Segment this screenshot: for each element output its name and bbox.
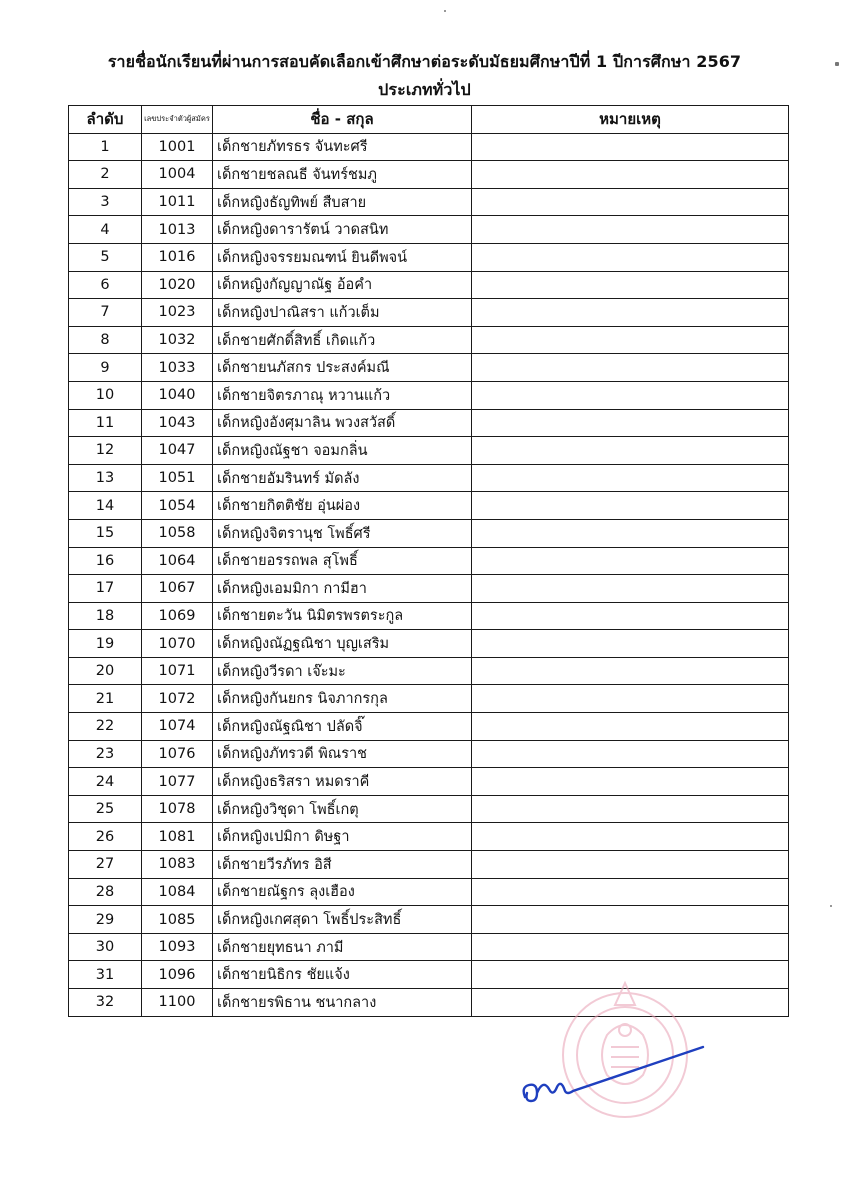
row-applicant-no: 1081: [142, 823, 213, 851]
table-header-row: [69, 106, 789, 134]
scan-speck: [444, 10, 446, 12]
row-applicant-no: 1085: [142, 906, 213, 934]
table-row: [69, 878, 789, 906]
row-remarks: [472, 851, 789, 879]
table-row: [69, 271, 789, 299]
row-student-name: เด็กหญิงวิชุดา โพธิ์เกตุ: [213, 795, 472, 823]
row-remarks: [472, 464, 789, 492]
row-order: 4: [69, 216, 142, 244]
table-row: [69, 823, 789, 851]
row-order: 5: [69, 243, 142, 271]
row-student-name: เด็กชายนิธิกร ชัยแจ้ง: [213, 961, 472, 989]
row-student-name: เด็กชายชลณธี จันทร์ชมภู: [213, 161, 472, 189]
row-order: 13: [69, 464, 142, 492]
row-remarks: [472, 243, 789, 271]
row-order: 25: [69, 795, 142, 823]
table-row: [69, 326, 789, 354]
table-row: [69, 547, 789, 575]
row-order: 3: [69, 188, 142, 216]
document-title: รายชื่อนักเรียนที่ผ่านการสอบคัดเลือกเข้าศึกษาต่อระดับมัธยมศึกษาปีที่ 1 ปีการศึกษา 2567: [107, 52, 742, 71]
row-order: 22: [69, 713, 142, 741]
row-student-name: เด็กชายณัฐกร ลุงเฮือง: [213, 878, 472, 906]
row-applicant-no: 1051: [142, 464, 213, 492]
row-remarks: [472, 630, 789, 658]
table-row: [69, 492, 789, 520]
document-subtitle: ประเภททั่วไป: [378, 80, 471, 99]
table-row: [69, 933, 789, 961]
row-applicant-no: 1032: [142, 326, 213, 354]
row-remarks: [472, 685, 789, 713]
row-remarks: [472, 547, 789, 575]
row-applicant-no: 1013: [142, 216, 213, 244]
row-remarks: [472, 188, 789, 216]
table-row: [69, 243, 789, 271]
row-order: 11: [69, 409, 142, 437]
row-order: 20: [69, 657, 142, 685]
table-row: [69, 685, 789, 713]
row-student-name: เด็กหญิงปาณิสรา แก้วเต็ม: [213, 299, 472, 327]
row-order: 1: [69, 133, 142, 161]
table-row: [69, 630, 789, 658]
row-remarks: [472, 878, 789, 906]
row-student-name: เด็กหญิงณัฐณิชา ปลัดจิ๊: [213, 713, 472, 741]
student-roster-table: [68, 105, 789, 1017]
row-applicant-no: 1001: [142, 133, 213, 161]
row-applicant-no: 1064: [142, 547, 213, 575]
row-applicant-no: 1043: [142, 409, 213, 437]
row-applicant-no: 1020: [142, 271, 213, 299]
scan-speck: [835, 62, 839, 66]
row-order: 23: [69, 740, 142, 768]
row-student-name: เด็กชายอัมรินทร์ มัดลัง: [213, 464, 472, 492]
row-remarks: [472, 437, 789, 465]
row-student-name: เด็กหญิงธัญทิพย์ สืบสาย: [213, 188, 472, 216]
table-body: [69, 133, 789, 1016]
row-student-name: เด็กชายอรรถพล สุโพธิ์: [213, 547, 472, 575]
table-row: [69, 768, 789, 796]
row-remarks: [472, 602, 789, 630]
row-applicant-no: 1072: [142, 685, 213, 713]
row-remarks: [472, 216, 789, 244]
row-student-name: เด็กชายจิตรภาณุ หวานแก้ว: [213, 381, 472, 409]
table-row: [69, 188, 789, 216]
table-row: [69, 381, 789, 409]
table-row: [69, 409, 789, 437]
row-remarks: [472, 933, 789, 961]
row-applicant-no: 1033: [142, 354, 213, 382]
row-order: 12: [69, 437, 142, 465]
row-order: 32: [69, 989, 142, 1017]
row-student-name: เด็กชายนภัสกร ประสงค์มณี: [213, 354, 472, 382]
table-row: [69, 713, 789, 741]
row-applicant-no: 1004: [142, 161, 213, 189]
row-applicant-no: 1016: [142, 243, 213, 271]
row-order: 29: [69, 906, 142, 934]
row-student-name: เด็กชายวีรภัทร อิสี: [213, 851, 472, 879]
table-row: [69, 161, 789, 189]
row-order: 6: [69, 271, 142, 299]
row-applicant-no: 1100: [142, 989, 213, 1017]
row-student-name: เด็กชายยุทธนา ภามี: [213, 933, 472, 961]
row-remarks: [472, 381, 789, 409]
header-applicant-no: เลขประจำตัวผู้สมัคร: [142, 106, 213, 134]
table-row: [69, 740, 789, 768]
row-order: 17: [69, 575, 142, 603]
table-row: [69, 657, 789, 685]
row-remarks: [472, 657, 789, 685]
row-student-name: เด็กชายภัทรธร จันทะศรี: [213, 133, 472, 161]
row-remarks: [472, 492, 789, 520]
row-student-name: เด็กชายรพิธาน ชนากลาง: [213, 989, 472, 1017]
row-student-name: เด็กหญิงวีรดา เจ๊ะมะ: [213, 657, 472, 685]
row-applicant-no: 1054: [142, 492, 213, 520]
row-student-name: เด็กหญิงภัทรวดี พิณราช: [213, 740, 472, 768]
row-order: 26: [69, 823, 142, 851]
row-student-name: เด็กหญิงจิตรานุช โพธิ์ศรี: [213, 519, 472, 547]
row-applicant-no: 1011: [142, 188, 213, 216]
table-row: [69, 575, 789, 603]
row-student-name: เด็กหญิงกันยกร นิจภากรกุล: [213, 685, 472, 713]
row-applicant-no: 1096: [142, 961, 213, 989]
row-applicant-no: 1076: [142, 740, 213, 768]
row-applicant-no: 1067: [142, 575, 213, 603]
row-applicant-no: 1077: [142, 768, 213, 796]
table-row: [69, 216, 789, 244]
row-applicant-no: 1084: [142, 878, 213, 906]
table-row: [69, 795, 789, 823]
row-order: 30: [69, 933, 142, 961]
table-row: [69, 354, 789, 382]
table-row: [69, 299, 789, 327]
row-applicant-no: 1078: [142, 795, 213, 823]
row-student-name: เด็กหญิงเปมิกา ดิษฐา: [213, 823, 472, 851]
row-order: 2: [69, 161, 142, 189]
row-order: 9: [69, 354, 142, 382]
row-remarks: [472, 271, 789, 299]
row-applicant-no: 1023: [142, 299, 213, 327]
row-remarks: [472, 740, 789, 768]
row-remarks: [472, 409, 789, 437]
table-row: [69, 437, 789, 465]
row-order: 24: [69, 768, 142, 796]
row-remarks: [472, 519, 789, 547]
row-applicant-no: 1040: [142, 381, 213, 409]
row-remarks: [472, 906, 789, 934]
row-order: 8: [69, 326, 142, 354]
row-remarks: [472, 133, 789, 161]
row-student-name: เด็กหญิงกัญญาณัฐ อ้อคำ: [213, 271, 472, 299]
row-remarks: [472, 795, 789, 823]
row-applicant-no: 1071: [142, 657, 213, 685]
row-remarks: [472, 161, 789, 189]
row-student-name: เด็กหญิงเอมมิกา กามีฮา: [213, 575, 472, 603]
header-name: ชื่อ - สกุล: [213, 106, 472, 134]
row-order: 21: [69, 685, 142, 713]
row-order: 14: [69, 492, 142, 520]
row-applicant-no: 1047: [142, 437, 213, 465]
row-order: 28: [69, 878, 142, 906]
table-row: [69, 133, 789, 161]
signature-icon: [515, 1035, 710, 1115]
row-order: 7: [69, 299, 142, 327]
row-applicant-no: 1074: [142, 713, 213, 741]
row-order: 15: [69, 519, 142, 547]
row-applicant-no: 1083: [142, 851, 213, 879]
row-remarks: [472, 575, 789, 603]
scan-speck: [830, 905, 832, 907]
row-remarks: [472, 299, 789, 327]
row-student-name: เด็กหญิงดารารัตน์ วาดสนิท: [213, 216, 472, 244]
row-applicant-no: 1070: [142, 630, 213, 658]
row-remarks: [472, 768, 789, 796]
row-applicant-no: 1069: [142, 602, 213, 630]
row-order: 27: [69, 851, 142, 879]
table-row: [69, 851, 789, 879]
row-student-name: เด็กหญิงอังศุมาลิน พวงสวัสดิ์: [213, 409, 472, 437]
table-row: [69, 602, 789, 630]
row-order: 10: [69, 381, 142, 409]
row-student-name: เด็กหญิงณัฐชา จอมกลิ่น: [213, 437, 472, 465]
header-order: ลำดับ: [69, 106, 142, 134]
row-remarks: [472, 326, 789, 354]
row-order: 18: [69, 602, 142, 630]
row-applicant-no: 1093: [142, 933, 213, 961]
row-student-name: เด็กหญิงธริสรา หมดราคี: [213, 768, 472, 796]
row-order: 19: [69, 630, 142, 658]
row-remarks: [472, 823, 789, 851]
row-student-name: เด็กหญิงเกศสุดา โพธิ์ประสิทธิ์: [213, 906, 472, 934]
header-remarks: หมายเหตุ: [472, 106, 789, 134]
row-student-name: เด็กชายศักดิ์สิทธิ์ เกิดแก้ว: [213, 326, 472, 354]
row-student-name: เด็กหญิงณัฏฐณิชา บุญเสริม: [213, 630, 472, 658]
row-student-name: เด็กชายตะวัน นิมิตรพรตระกูล: [213, 602, 472, 630]
row-remarks: [472, 713, 789, 741]
table-row: [69, 906, 789, 934]
row-student-name: เด็กชายกิตติชัย อุ่นผ่อง: [213, 492, 472, 520]
table-row: [69, 464, 789, 492]
row-order: 16: [69, 547, 142, 575]
row-remarks: [472, 354, 789, 382]
row-applicant-no: 1058: [142, 519, 213, 547]
table-row: [69, 519, 789, 547]
row-order: 31: [69, 961, 142, 989]
row-student-name: เด็กหญิงจรรยมณฑน์ ยินดีพจน์: [213, 243, 472, 271]
